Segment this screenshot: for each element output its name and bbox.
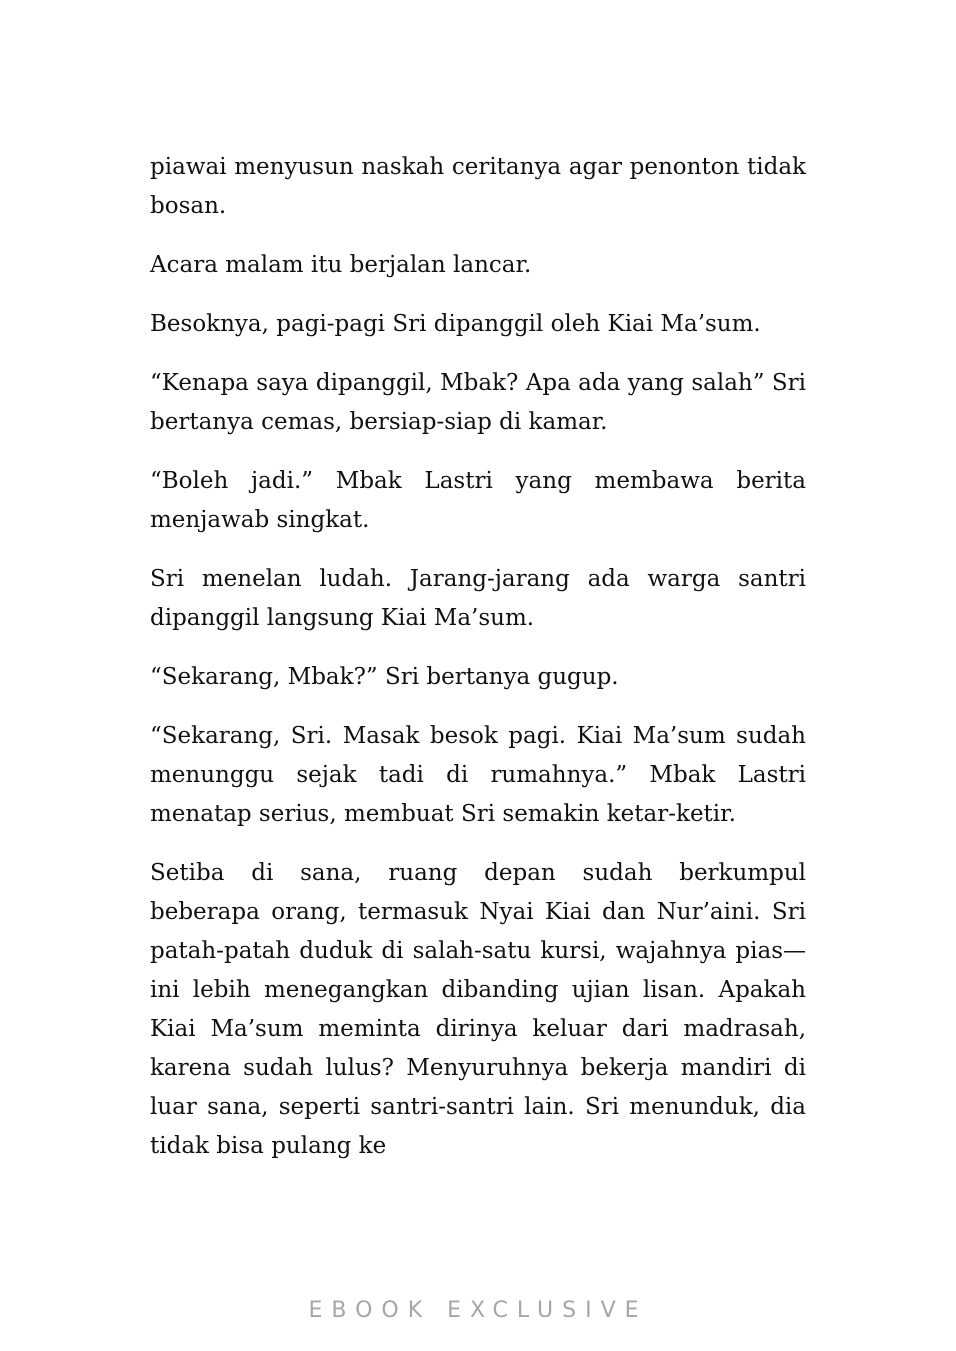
paragraph-9: Setiba di sana, ruang depan sudah berkumpul beberapa orang, termasuk Nyai Kiai dan Nur’aini. Sri patah-patah duduk di salah-satu kursi, wajahnya pias—ini lebih menegangkan dibanding ujian lisan. Apakah Kiai Ma’sum meminta dirinya keluar dari madrasah, karena sudah lulus? Menyuruhnya bekerja mandiri di luar sana, seperti santri-santri lain. Sri menunduk, dia tidak bisa pulang ke: [150, 860, 806, 1159]
paragraph-7: “Sekarang, Mbak?” Sri bertanya gugup.: [150, 664, 619, 690]
paragraph-2: Acara malam itu berjalan lancar.: [150, 252, 532, 278]
paragraph-1: piawai menyusun naskah ceritanya agar penonton tidak bosan.: [150, 154, 806, 219]
paragraph-8: “Sekarang, Sri. Masak besok pagi. Kiai Ma’sum sudah menunggu sejak tadi di rumahnya.” Mbak Lastri menatap serius, membuat Sri semakin ketar-ketir.: [150, 723, 806, 827]
paragraph-4: “Kenapa saya dipanggil, Mbak? Apa ada yang salah” Sri bertanya cemas, bersiap-siap di kamar.: [150, 370, 806, 435]
paragraph-6: Sri menelan ludah. Jarang-jarang ada warga santri dipanggil langsung Kiai Ma’sum.: [150, 566, 806, 631]
ebook-exclusive-footer: EBOOK EXCLUSIVE: [308, 1298, 648, 1323]
paragraph-5: “Boleh jadi.” Mbak Lastri yang membawa berita menjawab singkat.: [150, 468, 806, 533]
page-body: [150, 148, 806, 1186]
paragraph-3: Besoknya, pagi-pagi Sri dipanggil oleh Kiai Ma’sum.: [150, 311, 761, 337]
